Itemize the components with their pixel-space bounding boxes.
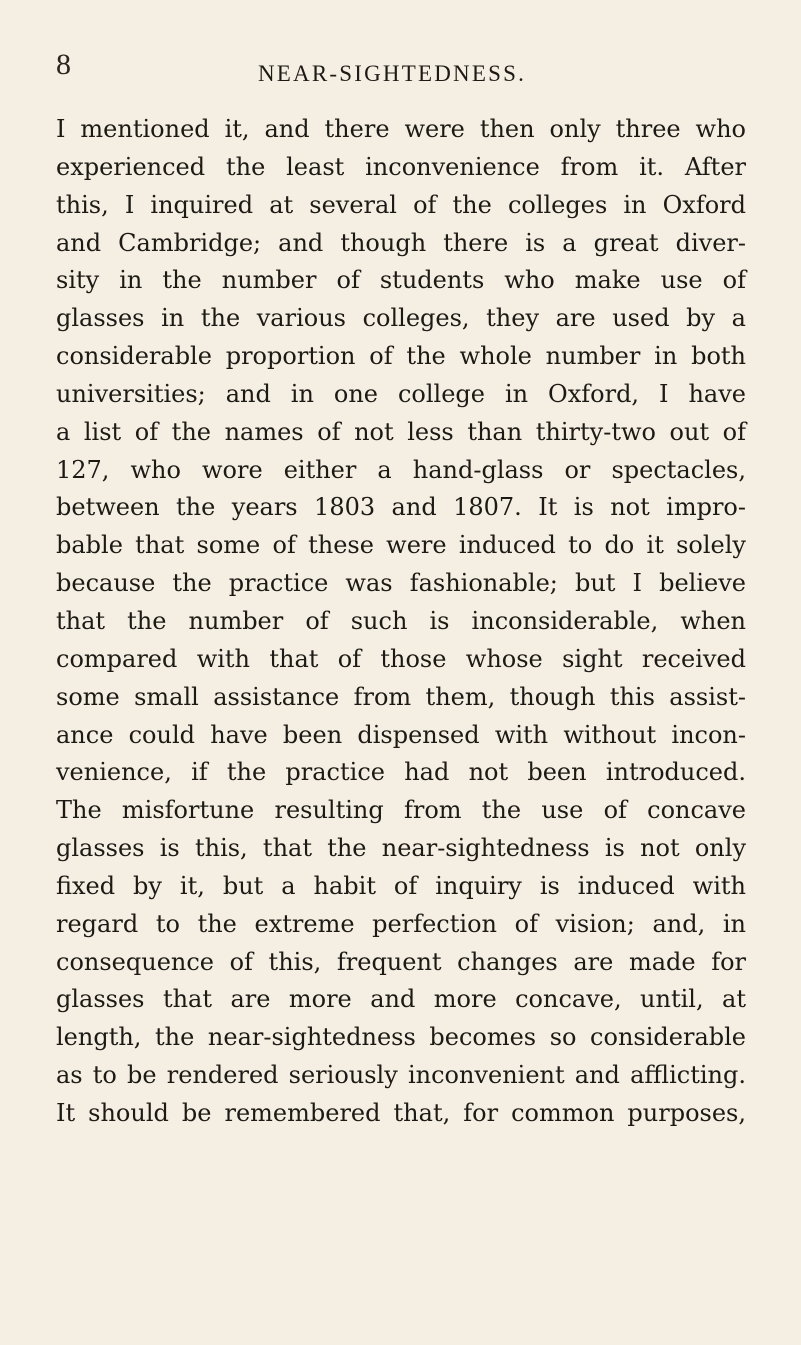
text-line: regard to the extreme perfection of vision; and, in xyxy=(56,909,746,938)
text-line: compared with that of those whose sight received xyxy=(56,644,746,673)
text-line: this, I inquired at several of the colleges in Oxford xyxy=(56,190,746,219)
text-line: that the number of such is inconsiderable, when xyxy=(56,606,746,635)
text-line: The misfortune resulting from the use of concave xyxy=(56,796,746,825)
text-line: consequence of this, frequent changes are made for xyxy=(56,947,746,976)
page-number: 8 xyxy=(56,48,71,81)
text-line: glasses in the various colleges, they are used by a xyxy=(56,304,746,333)
text-line: glasses is this, that the near-sightedness is not only xyxy=(56,834,746,863)
text-line: I mentioned it, and there were then only three who xyxy=(56,115,746,143)
body-text xyxy=(56,111,746,1133)
text-line: because the practice was fashionable; but I believe xyxy=(56,569,746,598)
text-line: ance could have been dispensed with without incon- xyxy=(56,720,746,749)
text-line: length, the near-sightedness becomes so considerable xyxy=(56,1023,746,1052)
text-line: bable that some of these were induced to do it solely xyxy=(56,531,746,560)
text-line: a list of the names of not less than thirty-two out of xyxy=(56,417,746,446)
text-line: as to be rendered seriously inconvenient and afflicting. xyxy=(56,1061,746,1090)
text-line: glasses that are more and more concave, until, at xyxy=(56,985,746,1014)
text-line: and Cambridge; and though there is a great diver- xyxy=(56,228,746,257)
text-line: sity in the number of students who make use of xyxy=(56,266,746,295)
text-line: between the years 1803 and 1807. It is not impro- xyxy=(56,493,746,522)
text-line: considerable proportion of the whole number in both xyxy=(56,342,746,371)
text-line: experienced the least inconvenience from it. After xyxy=(56,152,746,181)
text-line: some small assistance from them, though this assist- xyxy=(56,682,746,711)
text-line: fixed by it, but a habit of inquiry is induced with xyxy=(56,871,746,900)
running-title: NEAR-SIGHTEDNESS. xyxy=(258,61,527,86)
text-line: universities; and in one college in Oxford, I have xyxy=(56,379,746,408)
text-line: 127, who wore either a hand-glass or spectacles, xyxy=(56,455,746,484)
text-line: It should be remembered that, for common purposes, xyxy=(56,1098,746,1127)
text-line: venience, if the practice had not been introduced. xyxy=(56,758,746,787)
